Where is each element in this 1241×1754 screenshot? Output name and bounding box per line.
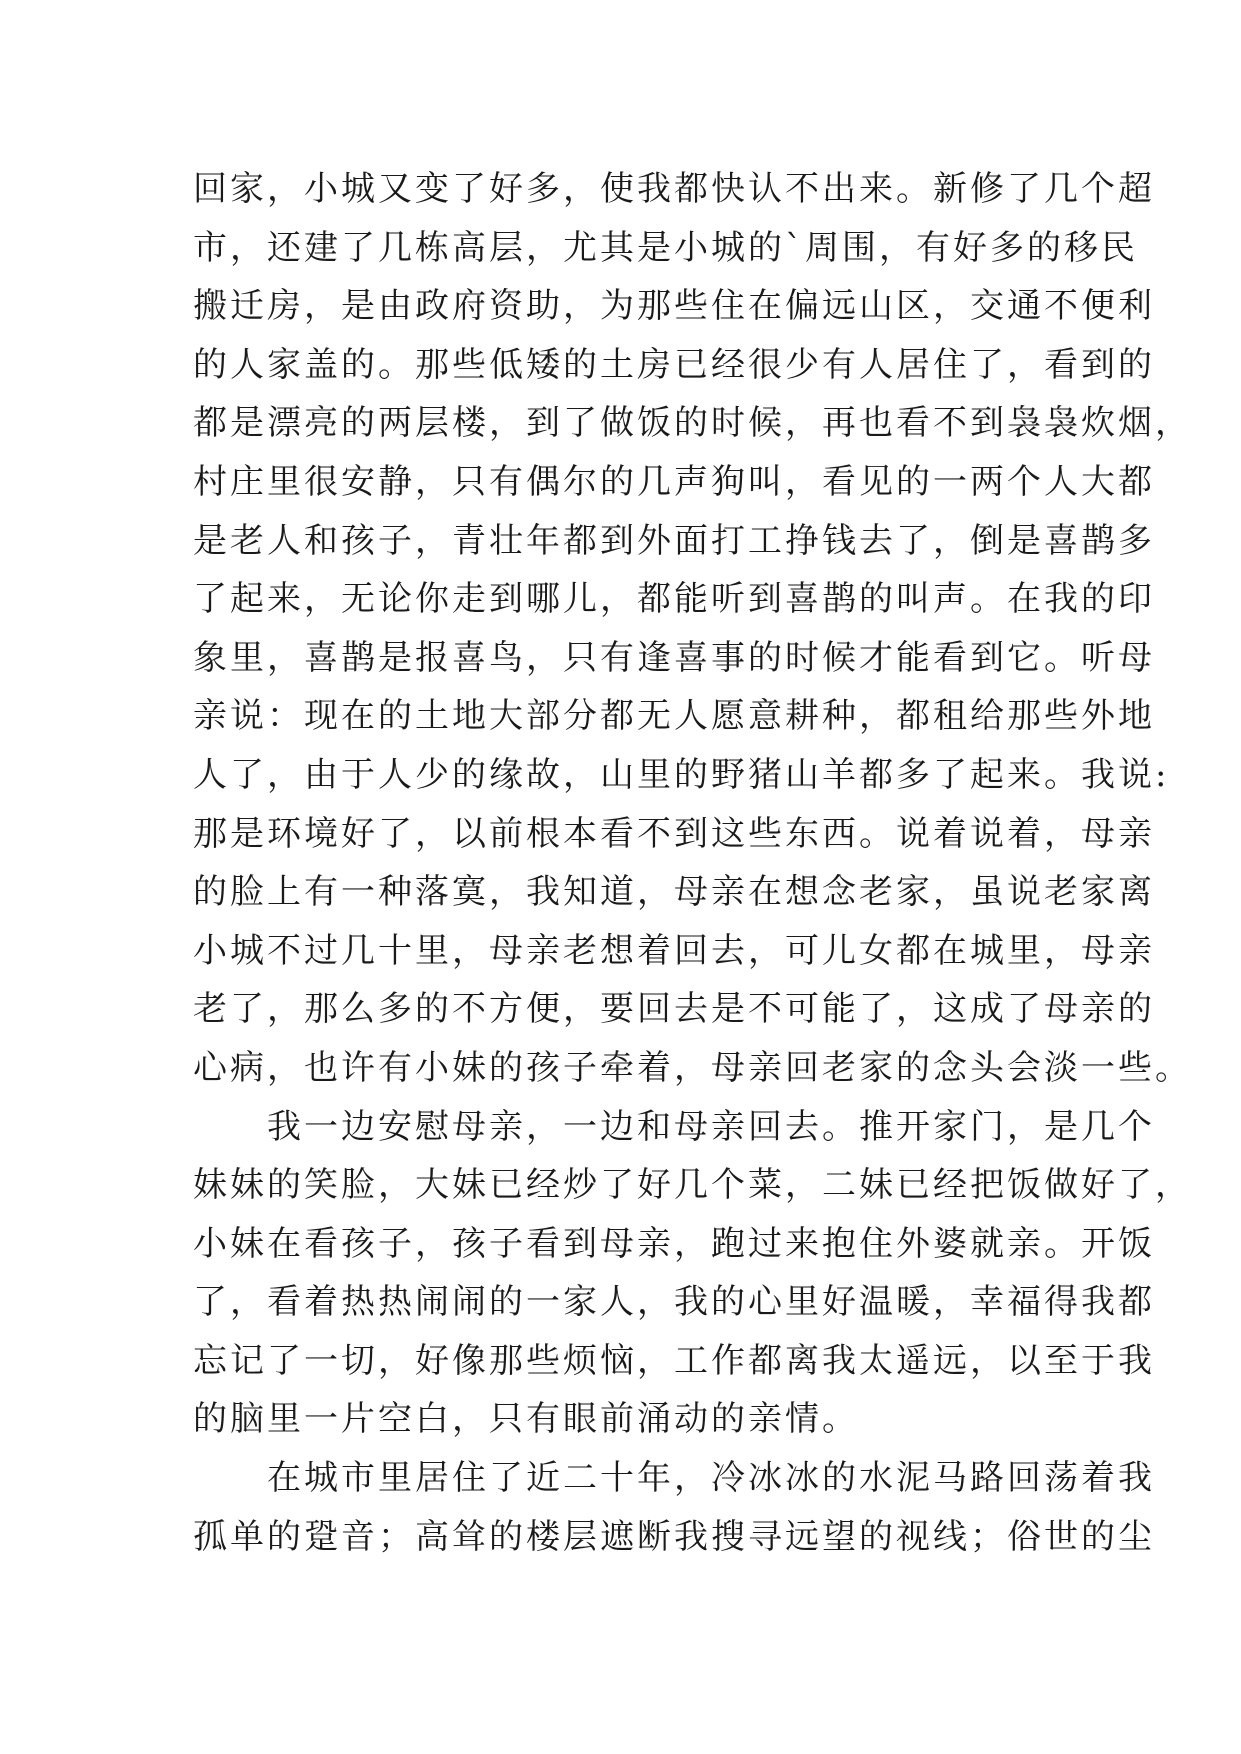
text-line: 亲说：现在的土地大部分都无人愿意耕种，都租给那些外地: [193, 696, 1155, 737]
text-line: 人了，由于人少的缘故，山里的野猪山羊都多了起来。我说:: [193, 754, 1170, 795]
text-line: 在城市里居住了近二十年，冷冰冰的水泥马路回荡着我: [267, 1458, 1155, 1499]
text-line: 市，还建了几栋高层，尤其是小城的`周围，有好多的移民: [193, 227, 1138, 268]
text-line: 孤单的跫音；高耸的楼层遮断我搜寻远望的视线；俗世的尘: [193, 1516, 1155, 1557]
text-line: 村庄里很安静，只有偶尔的几声狗叫，看见的一两个人大都: [193, 461, 1155, 502]
text-line: 那是环境好了，以前根本看不到这些东西。说着说着，母亲: [193, 813, 1155, 854]
text-line: 妹妹的笑脸，大妹已经炒了好几个菜，二妹已经把饭做好了，: [193, 1165, 1192, 1206]
text-line: 小妹在看孩子，孩子看到母亲，跑过来抱住外婆就亲。开饭: [193, 1223, 1155, 1264]
text-line: 忘记了一切，好像那些烦恼，工作都离我太遥远，以至于我: [193, 1340, 1155, 1381]
text-line: 的脸上有一种落寞，我知道，母亲在想念老家，虽说老家离: [193, 872, 1155, 913]
paragraph-2: [193, 1098, 1192, 1450]
paragraph-1: [193, 160, 1192, 1098]
text-line: 回家，小城又变了好多，使我都快认不出来。新修了几个超: [193, 169, 1155, 209]
paragraph-3: [193, 1449, 1155, 1566]
text-line: 都是漂亮的两层楼，到了做饭的时候，再也看不到袅袅炊烟，: [193, 403, 1192, 444]
text-line: 的脑里一片空白，只有眼前涌动的亲情。: [193, 1399, 859, 1440]
text-line: 了起来，无论你走到哪儿，都能听到喜鹊的叫声。在我的印: [193, 579, 1155, 620]
text-line: 象里，喜鹊是报喜鸟，只有逢喜事的时候才能看到它。听母: [193, 637, 1155, 678]
text-line: 的人家盖的。那些低矮的土房已经很少有人居住了，看到的: [193, 344, 1155, 385]
text-line: 是老人和孩子，青壮年都到外面打工挣钱去了，倒是喜鹊多: [193, 520, 1155, 561]
text-line: 心病，也许有小妹的孩子牵着，母亲回老家的念头会淡一些。: [193, 1047, 1192, 1088]
text-line: 搬迁房，是由政府资助，为那些住在偏远山区，交通不便利: [193, 286, 1155, 327]
text-line: 了，看着热热闹闹的一家人，我的心里好温暖，幸福得我都: [193, 1282, 1155, 1323]
text-line: 我一边安慰母亲，一边和母亲回去。推开家门，是几个: [267, 1106, 1155, 1147]
document-body: [193, 160, 1192, 1566]
text-line: 老了，那么多的不方便，要回去是不可能了，这成了母亲的: [193, 989, 1155, 1030]
text-line: 小城不过几十里，母亲老想着回去，可儿女都在城里，母亲: [193, 930, 1155, 971]
